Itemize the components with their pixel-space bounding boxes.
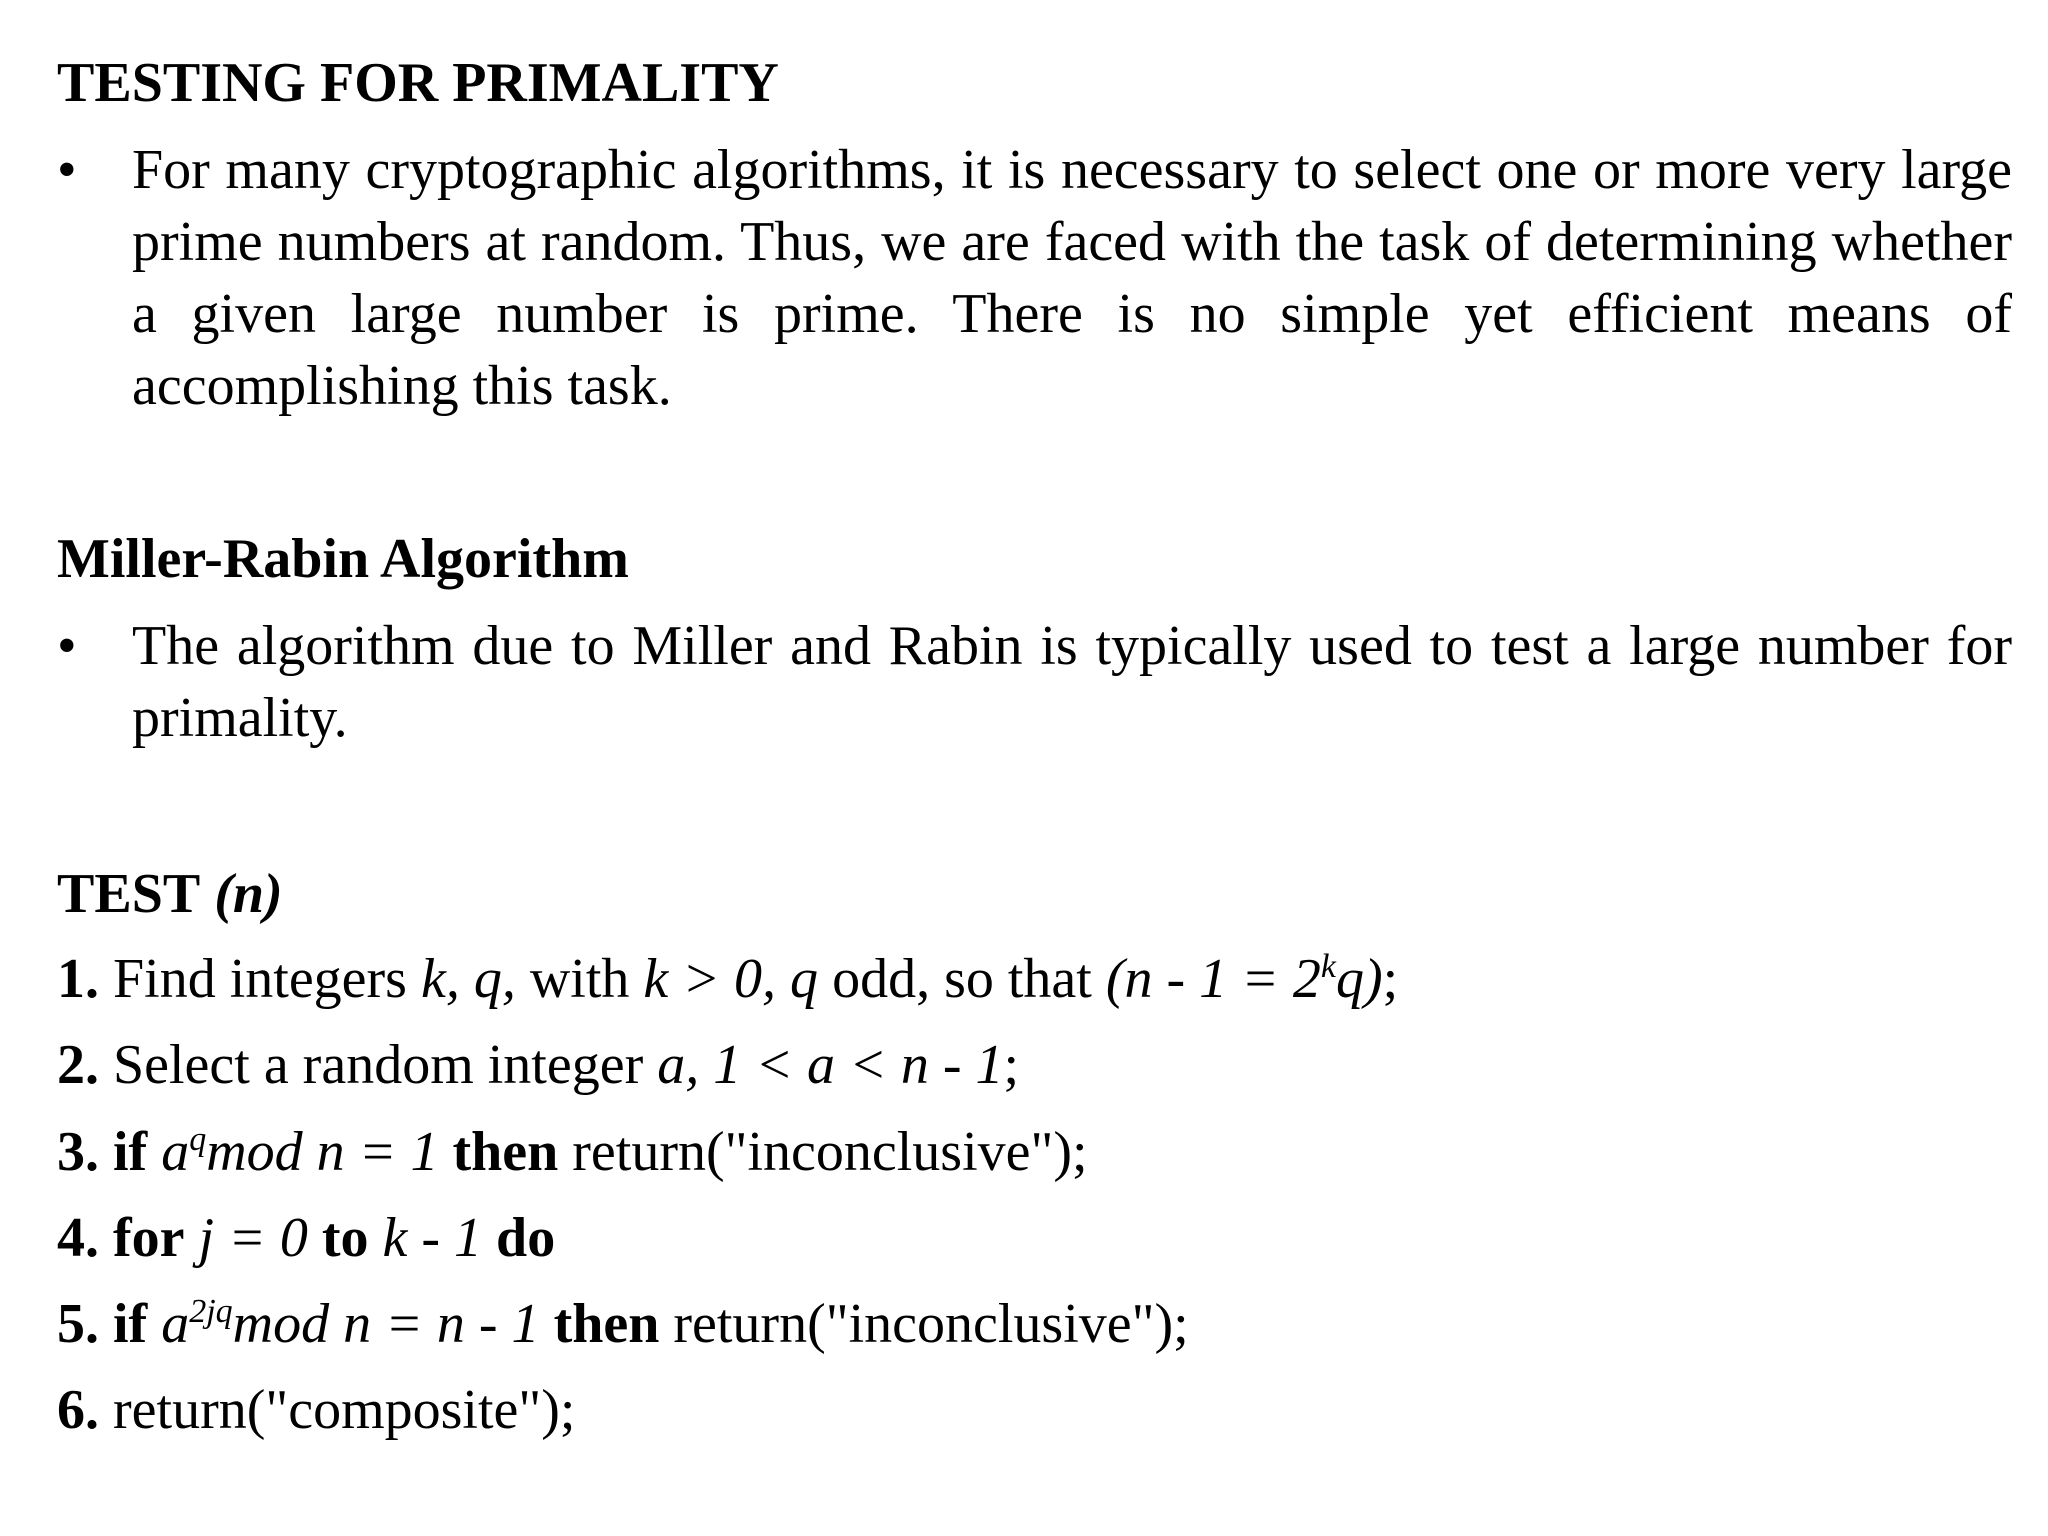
test-title: TEST [57,863,201,925]
algorithm-step-3 [57,1120,1088,1184]
bullet-paragraph-miller-rabin [57,610,2012,754]
test-param: (n) [214,863,283,925]
step-number: 4. for [57,1207,185,1269]
algorithm-step-2 [57,1033,1019,1097]
step-text: return("composite"); [99,1379,576,1441]
algorithm-step-4 [57,1206,555,1270]
step-text: ; [1003,1034,1020,1096]
step-superscript: 2jq [189,1293,233,1330]
step-math: mod n = n - 1 [232,1293,540,1355]
step-text: return("inconclusive"); [659,1293,1189,1355]
section-title-testing-for-primality: TESTING FOR PRIMALITY [57,52,779,114]
step-superscript: q [189,1121,207,1158]
step-number: 6. [57,1379,99,1441]
bullet-icon: • [57,139,77,201]
step-superscript: k [1320,948,1337,985]
bullet-text-miller-rabin: The algorithm due to Miller and Rabin is typically used to test a large number for primality. [132,615,2012,749]
step-keyword: to [307,1207,369,1269]
step-keyword: then [438,1121,559,1183]
step-number: 2. [57,1034,99,1096]
bullet-icon: • [57,615,77,677]
step-math: (n - 1 = 2 [1105,948,1321,1010]
step-keyword: then [539,1293,660,1355]
step-number: 1. [57,948,99,1010]
step-math: q) [1336,948,1383,1010]
step-math: a, 1 < a < n - 1 [657,1034,1004,1096]
algorithm-step-5 [57,1292,1189,1356]
section-title-miller-rabin: Miller-Rabin Algorithm [57,528,629,590]
step-math: a [147,1121,190,1183]
step-number: 3. if [57,1121,148,1183]
step-math: k > 0, q [643,948,819,1010]
step-math: k, q, [420,948,516,1010]
step-text: Find integers [99,948,421,1010]
step-math: j = 0 [184,1207,308,1269]
step-math: mod n = 1 [206,1121,439,1183]
step-text: Select a random integer [99,1034,658,1096]
test-heading [57,862,283,926]
algorithm-step-6 [57,1378,575,1442]
step-text: odd, so that [818,948,1106,1010]
step-math: k - 1 [368,1207,483,1269]
bullet-text-primality: For many cryptographic algorithms, it is necessary to select one or more very large prime numbers at random. Thus, we are faced with the task of determining whether a given large number is prime. There is no simple yet efficient means of accomplishing this task. [132,139,2012,417]
step-text: ; [1382,948,1399,1010]
bullet-paragraph-primality [57,134,2012,422]
step-number: 5. if [57,1293,148,1355]
algorithm-step-1 [57,947,1398,1011]
step-keyword: do [482,1207,556,1269]
step-math: a [147,1293,190,1355]
step-text: return("inconclusive"); [558,1121,1088,1183]
step-text: with [515,948,644,1010]
